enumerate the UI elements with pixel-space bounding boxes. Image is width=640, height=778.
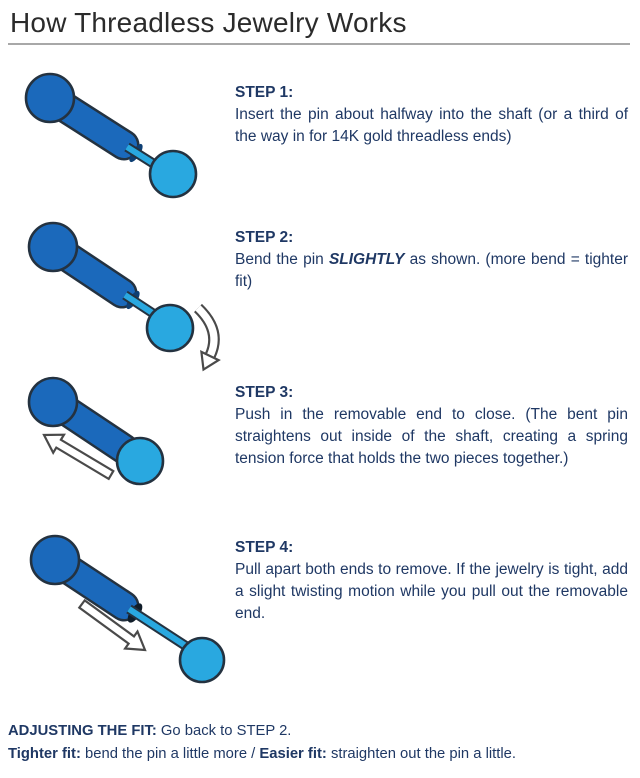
page-title: How Threadless Jewelry Works	[8, 8, 630, 45]
pull-apart-diagram	[12, 522, 230, 687]
step2-heading: STEP 2:	[235, 229, 294, 246]
step4-heading: STEP 4:	[235, 539, 294, 556]
step1-text	[235, 82, 628, 148]
step3-body: Push in the removable end to close. (The bent pin straightens out inside of the shaft, creating a spring tension force that holds the two pieces together.)	[235, 406, 628, 467]
step2-text	[235, 227, 628, 293]
slightly-emphasis: SLIGHTLY	[328, 251, 405, 268]
shaft	[68, 257, 122, 293]
removable-ball	[180, 638, 224, 682]
fit-tips-line: Tighter fit: bend the pin a little more / Easier fit: straighten out the pin a little.	[8, 746, 517, 762]
step4-text	[235, 537, 628, 625]
bend-pin-diagram	[12, 212, 227, 374]
step3-heading: STEP 3:	[235, 384, 294, 401]
tighter-fit-label: Tighter fit:	[8, 746, 81, 762]
fixed-ball	[26, 74, 74, 122]
removable-ball	[147, 305, 193, 351]
footer-adjusting-fit	[8, 720, 638, 766]
pin-halfway-diagram	[12, 60, 222, 200]
fixed-ball	[29, 378, 77, 426]
adjusting-fit-label: ADJUSTING THE FIT:	[8, 723, 157, 739]
step1-heading: STEP 1:	[235, 84, 294, 101]
step2-illustration	[12, 212, 227, 374]
easier-fit-label: Easier fit:	[259, 746, 327, 762]
step1-body: Insert the pin about halfway into the shaft (or a third of the way in for 14K gold threadless ends)	[235, 106, 628, 145]
adjusting-fit-line: ADJUSTING THE FIT: Go back to STEP 2.	[8, 723, 292, 739]
shaft	[66, 108, 124, 145]
removable-ball	[150, 151, 196, 197]
step2-body: Bend the pin SLIGHTLY as shown. (more bend = tighter fit)	[235, 251, 628, 290]
push-closed-diagram	[12, 376, 222, 491]
fixed-ball	[31, 536, 79, 584]
step1-illustration	[12, 60, 222, 200]
step4-illustration	[12, 522, 230, 687]
step3-illustration	[12, 376, 222, 491]
step4-body: Pull apart both ends to remove. If the jewelry is tight, add a slight twisting motion while you pull out the removable end.	[235, 561, 628, 622]
removable-ball	[117, 438, 163, 484]
bend-arrow-icon	[198, 308, 219, 370]
fixed-ball	[29, 223, 77, 271]
shaft	[68, 569, 124, 606]
step3-text	[235, 382, 628, 470]
